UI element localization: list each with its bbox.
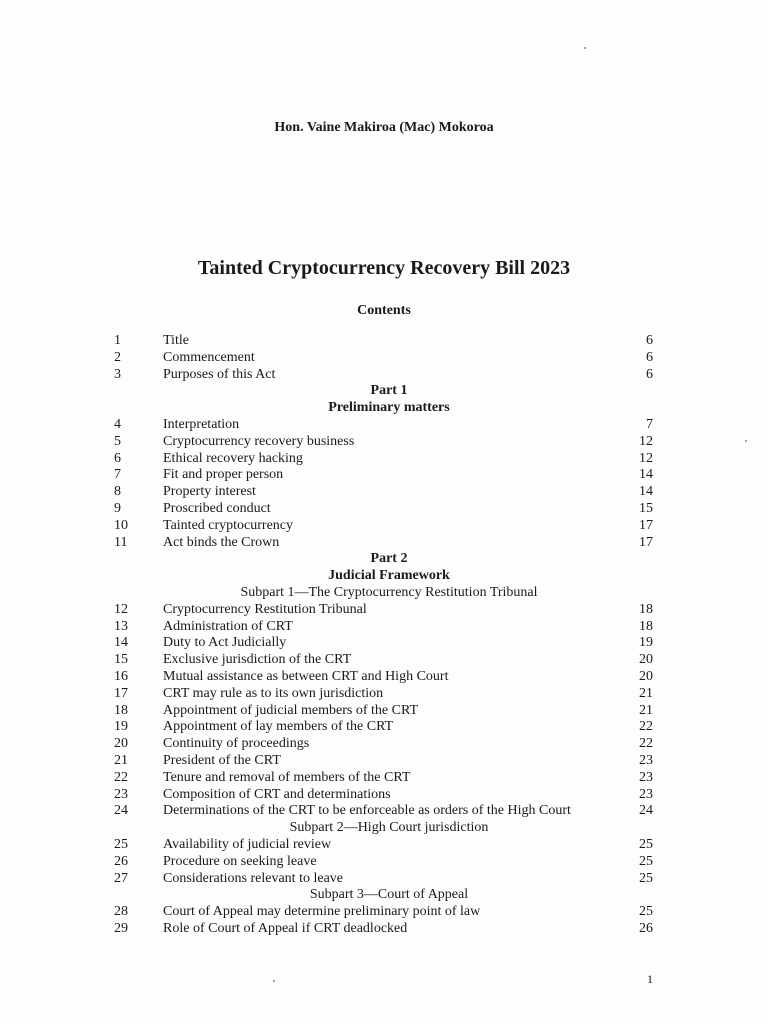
toc-entry: [0, 501, 768, 518]
section-title: Purposes of this Act: [163, 366, 276, 382]
section-page-number: 22: [639, 719, 653, 735]
section-page-number: 24: [639, 803, 653, 819]
toc-entry: [0, 484, 768, 501]
toc-entry: [0, 854, 768, 871]
section-title: Appointment of judicial members of the CRT: [163, 702, 419, 718]
toc-entry: [0, 451, 768, 468]
section-title: Mutual assistance as between CRT and High Court: [163, 668, 449, 684]
section-number: 19: [114, 719, 128, 735]
part-heading: Part 2: [370, 551, 408, 567]
section-page-number: 14: [639, 484, 653, 500]
scan-speck: [584, 47, 586, 49]
toc-entry: [0, 753, 768, 770]
sponsor-name: Hon. Vaine Makiroa (Mac) Mokoroa: [274, 120, 494, 135]
part-heading: Judicial Framework: [328, 568, 450, 584]
section-number: 25: [114, 836, 128, 852]
section-title: Act binds the Crown: [163, 534, 280, 550]
section-page-number: 18: [639, 618, 653, 634]
toc-entry: [0, 736, 768, 753]
section-title: Availability of judicial review: [163, 836, 332, 852]
toc-entry: [0, 686, 768, 703]
section-title: Considerations relevant to leave: [163, 870, 343, 886]
section-title: Property interest: [163, 484, 256, 500]
section-number: 6: [114, 450, 121, 466]
section-number: 17: [114, 685, 128, 701]
section-page-number: 17: [639, 534, 653, 550]
section-number: 3: [114, 366, 121, 382]
section-title: Duty to Act Judicially: [163, 635, 287, 651]
section-title: Proscribed conduct: [163, 500, 271, 516]
subpart-heading: Subpart 2—High Court jurisdiction: [289, 820, 489, 836]
section-page-number: 23: [639, 769, 653, 785]
section-number: 29: [114, 920, 128, 936]
section-title: Commencement: [163, 349, 255, 365]
toc-entry: [0, 535, 768, 552]
section-title: President of the CRT: [163, 752, 281, 768]
section-page-number: 26: [639, 920, 653, 936]
section-page-number: 15: [639, 500, 653, 516]
section-page-number: 12: [639, 433, 653, 449]
toc-entry: [0, 787, 768, 804]
toc-entry: [0, 703, 768, 720]
section-number: 15: [114, 652, 128, 668]
scan-speck: [273, 980, 275, 982]
toc-entry: [0, 467, 768, 484]
bill-title: Tainted Cryptocurrency Recovery Bill 2023: [197, 257, 571, 279]
section-number: 7: [114, 467, 121, 483]
toc-entry: [0, 333, 768, 350]
contents-heading: Contents: [357, 303, 411, 318]
toc-entry: [0, 350, 768, 367]
section-number: 18: [114, 702, 128, 718]
toc-entry: [0, 434, 768, 451]
section-number: 1: [114, 333, 121, 348]
section-number: 16: [114, 668, 128, 684]
section-number: 22: [114, 769, 128, 785]
toc-entry: [0, 904, 768, 921]
section-number: 20: [114, 736, 128, 752]
section-number: 27: [114, 870, 128, 886]
section-number: 10: [114, 517, 128, 533]
section-title: Tenure and removal of members of the CRT: [163, 769, 411, 785]
section-page-number: 14: [639, 467, 653, 483]
section-number: 26: [114, 853, 128, 869]
section-number: 5: [114, 433, 121, 449]
section-page-number: 17: [639, 517, 653, 533]
section-title: Appointment of lay members of the CRT: [163, 719, 394, 735]
toc-entry: [0, 602, 768, 619]
scan-speck: [745, 440, 747, 442]
section-page-number: 6: [646, 349, 653, 365]
section-number: 4: [114, 416, 121, 432]
part-heading: Preliminary matters: [328, 400, 450, 416]
section-title: Role of Court of Appeal if CRT deadlocked: [163, 920, 408, 936]
section-title: CRT may rule as to its own jurisdiction: [163, 685, 384, 701]
table-of-contents: [0, 333, 768, 938]
section-page-number: 25: [639, 870, 653, 886]
section-title: Title: [163, 333, 189, 348]
toc-entry: [0, 921, 768, 938]
toc-entry: [0, 652, 768, 669]
section-page-number: 12: [639, 450, 653, 466]
section-number: 14: [114, 635, 128, 651]
section-page-number: 23: [639, 786, 653, 802]
section-title: Determinations of the CRT to be enforceable as orders of the High Court: [163, 803, 571, 819]
section-number: 2: [114, 349, 121, 365]
section-number: 11: [114, 534, 128, 550]
section-page-number: 21: [639, 702, 653, 718]
section-number: 28: [114, 904, 128, 920]
section-number: 24: [114, 803, 128, 819]
section-page-number: 20: [639, 652, 653, 668]
section-page-number: 6: [646, 366, 653, 382]
toc-entry: [0, 367, 768, 384]
section-title: Fit and proper person: [163, 467, 284, 483]
toc-entry: [0, 635, 768, 652]
toc-entry: [0, 837, 768, 854]
section-number: 9: [114, 500, 121, 516]
toc-entry: [0, 803, 768, 820]
part-heading: Part 1: [370, 383, 408, 399]
section-number: 8: [114, 484, 121, 500]
section-page-number: 21: [639, 685, 653, 701]
section-title: Ethical recovery hacking: [163, 450, 303, 466]
subpart-heading: Subpart 3—Court of Appeal: [309, 887, 469, 903]
section-title: Administration of CRT: [163, 618, 293, 634]
toc-entry: [0, 669, 768, 686]
section-page-number: 25: [639, 836, 653, 852]
section-title: Interpretation: [163, 416, 240, 432]
page-number: 1: [647, 972, 653, 986]
section-page-number: 23: [639, 752, 653, 768]
section-title: Cryptocurrency recovery business: [163, 433, 355, 449]
section-page-number: 25: [639, 853, 653, 869]
section-page-number: 19: [639, 635, 653, 651]
section-page-number: 25: [639, 904, 653, 920]
section-title: Procedure on seeking leave: [163, 853, 317, 869]
toc-entry: [0, 518, 768, 535]
section-page-number: 6: [646, 333, 653, 348]
section-page-number: 22: [639, 736, 653, 752]
section-number: 21: [114, 752, 128, 768]
section-title: Cryptocurrency Restitution Tribunal: [163, 601, 367, 617]
section-page-number: 18: [639, 601, 653, 617]
subpart-heading: Subpart 1—The Cryptocurrency Restitution Tribunal: [240, 584, 538, 600]
section-page-number: 20: [639, 668, 653, 684]
section-title: Continuity of proceedings: [163, 736, 310, 752]
section-number: 12: [114, 601, 128, 617]
section-title: Court of Appeal may determine preliminary point of law: [163, 904, 481, 920]
section-number: 13: [114, 618, 128, 634]
toc-entry: [0, 417, 768, 434]
toc-entry: [0, 770, 768, 787]
toc-entry: [0, 619, 768, 636]
toc-entry: [0, 871, 768, 888]
section-title: Tainted cryptocurrency: [163, 517, 294, 533]
section-title: Exclusive jurisdiction of the CRT: [163, 652, 352, 668]
toc-entry: [0, 719, 768, 736]
section-number: 23: [114, 786, 128, 802]
section-title: Composition of CRT and determinations: [163, 786, 391, 802]
section-page-number: 7: [646, 416, 653, 432]
